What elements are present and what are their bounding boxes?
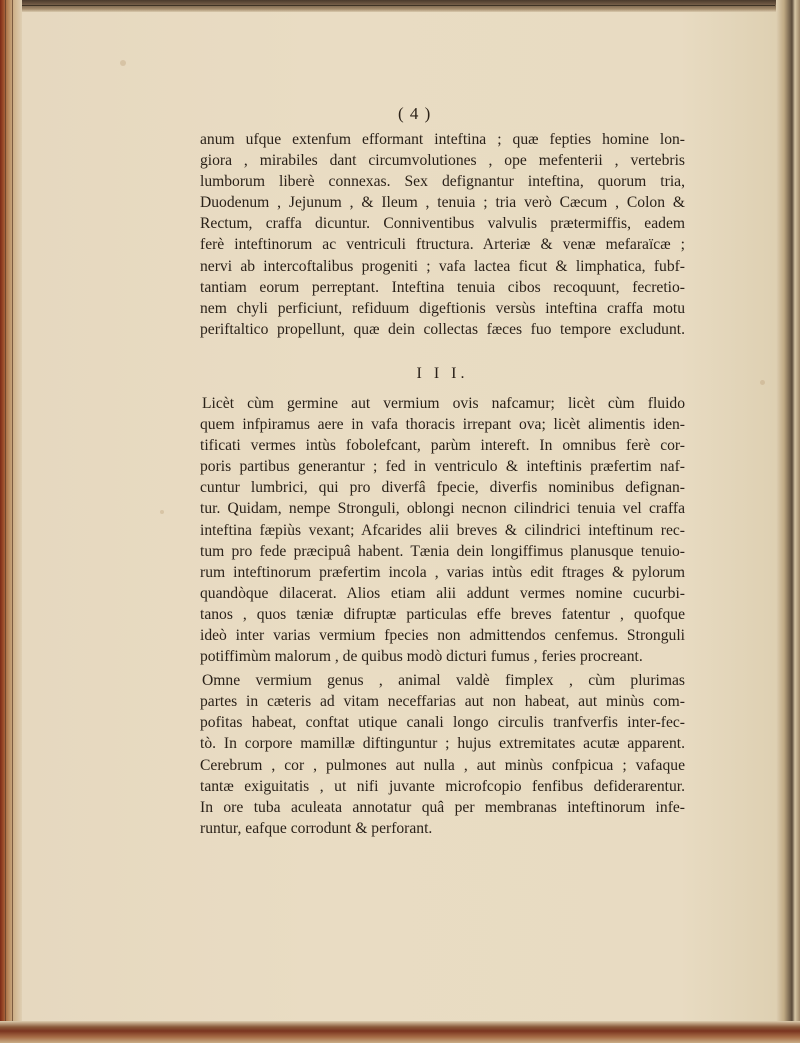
text-line: Omne vermium genus , animal valdè fimplex , cùm plurimas xyxy=(202,672,685,690)
paper-stain xyxy=(120,60,126,66)
paragraph-1 xyxy=(200,129,685,340)
text-line: runtur, eafque corrodunt & perforant. xyxy=(200,819,433,837)
section-heading: I I I. xyxy=(416,364,469,382)
text-line: tificati vermes intùs fobolefcant, parùm intereft. In omnibus ferè cor- xyxy=(200,437,685,455)
text-line: lumborum liberè connexas. Sex defignantur inteftina, quorum tria, xyxy=(200,173,685,191)
text-line: potiffimùm malorum , de quibus modò dicturi fumus , feries procreant. xyxy=(200,648,643,666)
paper-stain xyxy=(760,380,765,385)
text-line: tanos , quos tæniæ difruptæ particulas effe breves fatentur , quofque xyxy=(200,605,685,623)
paragraph-3 xyxy=(200,670,685,839)
text-line: tum pro fede præcipuâ habent. Tænia dein longiffimus planusque tenuio- xyxy=(200,542,685,560)
text-line: partes in cæteris ad vitam neceffarias aut non habeat, aut minùs com- xyxy=(200,693,685,711)
text-line: In ore tuba aculeata annotatur quâ per membranas inteftinorum infe- xyxy=(200,798,685,816)
text-line: poris partibus generantur ; fed in ventriculo & inteftinis præfertim naf- xyxy=(200,458,685,476)
right-page-edge xyxy=(776,0,800,1043)
bottom-page-edge xyxy=(0,1021,800,1043)
book-spine-edge xyxy=(0,0,22,1043)
text-line: inteftina fæpiùs vexant; Afcarides alii breves & cilindrici inteftinum rec- xyxy=(200,521,685,539)
text-line: anum ufque extenfum efformant inteftina ; quæ fepties homine lon- xyxy=(200,131,685,148)
paper-stain xyxy=(160,510,164,514)
text-line: Cerebrum , cor , pulmones aut nulla , aut minùs confpicua ; vafaque xyxy=(200,756,685,774)
text-line: Rectum, craffa dicuntur. Conniventibus valvulis prætermiffis, eadem xyxy=(200,215,685,233)
top-page-edge xyxy=(0,0,800,12)
text-line: ideò inter varias vermium fpecies non admittendos cenfemus. Stronguli xyxy=(200,626,685,644)
text-line: tur. Quidam, nempe Stronguli, oblongi necnon cilindrici tenuia vel craffa xyxy=(200,500,685,518)
text-line: nervi ab intercoftalibus progeniti ; vafa lactea ficut & limphatica, fubf- xyxy=(200,257,685,275)
text-line: tantæ exiguitatis , ut nifi juvante microfcopio fenfibus defiderarentur. xyxy=(200,777,685,795)
text-line: periftaltico propellunt, quæ dein collectas fæces fuo tempore excludunt. xyxy=(200,320,685,338)
text-line: tò. In corpore mamillæ diftinguntur ; hujus extremitates acutæ apparent. xyxy=(200,735,685,753)
text-line: quandòque dilacerat. Alios etiam alii addunt vermes nomine cucurbi- xyxy=(200,584,685,602)
text-line: pofitas habeat, conftat utique canali longo circulis tranfverfis inter-fec- xyxy=(200,714,685,732)
text-line: cuntur lumbrici, qui pro diverfâ fpecie, diverfis nominibus defignan- xyxy=(200,479,685,497)
text-line: giora , mirabiles dant circumvolutiones , ope mefenterii , vertebris xyxy=(200,152,685,170)
text-line: tantiam eorum perreptant. Inteftina tenuia cibos recoquunt, fecretio- xyxy=(200,278,685,296)
body-text xyxy=(200,129,685,839)
page-number: ( 4 ) xyxy=(398,104,432,123)
text-line: nem chyli perficiunt, refiduum digeftionis versùs inteftina craffa motu xyxy=(200,299,685,317)
text-line: rum inteftinorum præfertim incola , varias intùs edit ftrages & pylorum xyxy=(200,563,685,581)
text-line: quem infpiramus aere in vafa thoracis irrepant ova; licèt alimentis iden- xyxy=(200,416,685,434)
text-line: ferè inteftinorum ac ventriculi ftructura. Arteriæ & venæ mefaraïcæ ; xyxy=(200,236,685,254)
paragraph-2 xyxy=(200,393,685,667)
text-line: Duodenum , Jejunum , & Ileum , tenuia ; tria verò Cæcum , Colon & xyxy=(200,194,685,212)
text-line: Licèt cùm germine aut vermium ovis nafcamur; licèt cùm fluido xyxy=(202,394,685,412)
